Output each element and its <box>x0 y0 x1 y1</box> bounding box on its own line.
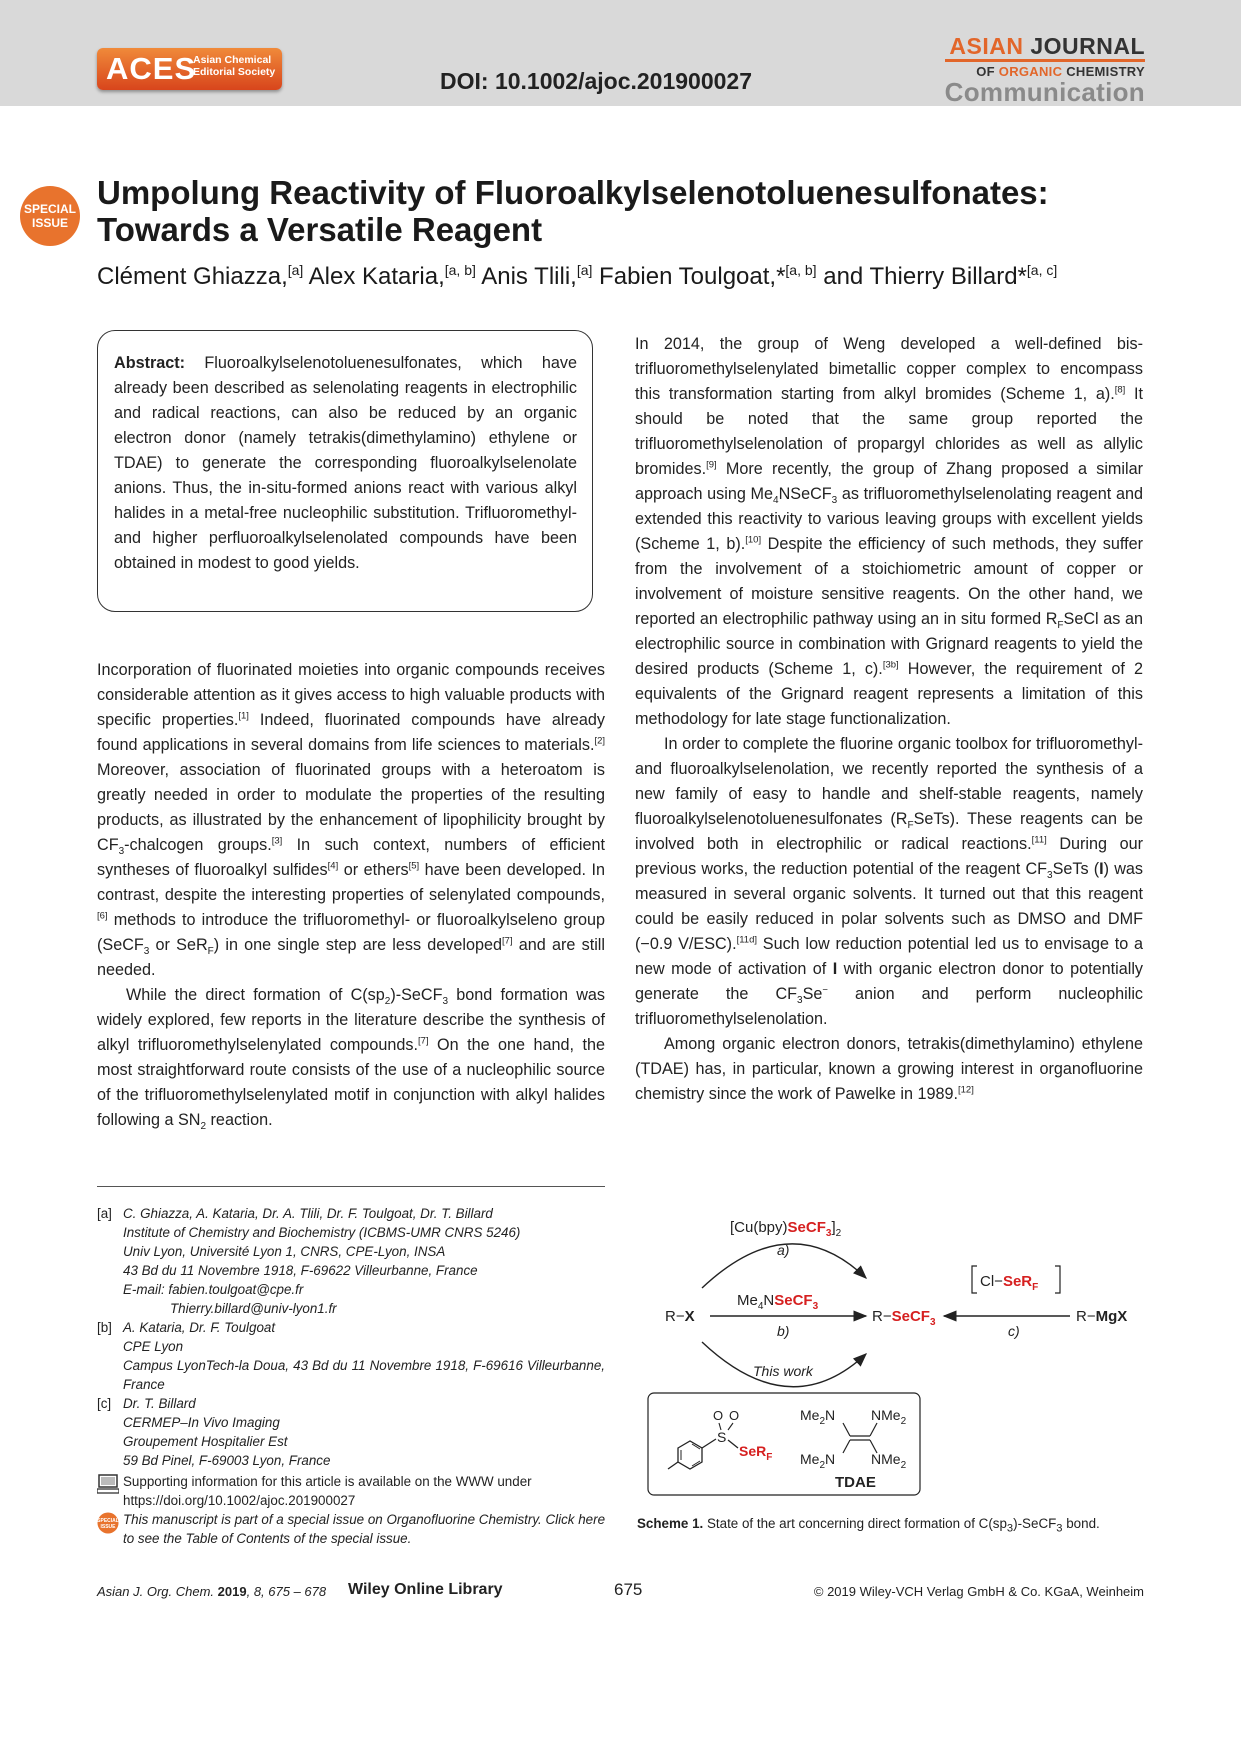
abstract-text: Fluoroalkylselenotoluenesulfonates, which have already been described as selenolating reagents in electrophilic and radical reactions, can also be reduced by an organic electron donor (namely tetrakis(dimethylamino) ethylene or TDAE) to generate the corresponding fluoroalkylselenolate anions. Thus, the in-situ-formed anions react with various alkyl halides in a metal-free nucleophilic substitution. Trifluoromethyl- and higher perfluoroalkylselenolated compounds have been obtained in modest to good yields. <box>114 354 577 572</box>
special-issue-badge[interactable]: SPECIAL ISSUE <box>20 186 80 246</box>
affiliation-a: [a] C. Ghiazza, A. Kataria, Dr. A. Tlili, Dr. F. Toulgoat, Dr. T. Billard Institute of Chemistry and Biochemistry (ICBMS-UMR CNRS 5246) Univ Lyon, Université Lyon 1, CNRS, CPE-Lyon, INSA 43 Bd du 11 Novembre 1918, F-69622 Villeurbanne, France E-mail: fabien.toulgoat@cpe.fr Thierry.billard@univ-lyon1.fr <box>97 1204 605 1318</box>
scheme-1-figure <box>640 1210 1140 1500</box>
svg-text:NMe2: NMe$_2$ <box>871 1451 907 1471</box>
label-c: c) <box>1008 1323 1020 1339</box>
paragraph: In order to complete the fluorine organic toolbox for trifluoromethyl- and fluoroalkylselenolation, we recently reported the synthesis of a new family of easy to handle and shelf-stable reagents, namely fluoroalkylselenotoluenesulfonates $(R_FSeTs)$. These reagents can be involved both in electrophilic or radical reactions.[11] During our previous works, the reduction potential of the reagent $CF_3SeTs$ (I) was measured in several organic solvents. It turned out that this reagent could be easily reduced in polar solvents such as DMSO and DMF (−0.9 V/ESC).[11d] Such low reduction potential led us to envisage to a new mode of activation of I with organic electron donor to potentially generate the $CF_3Se^-$ anion and perform nucleophilic trifluoromethylselenolation. <box>635 735 1144 1028</box>
affiliation-b: [b] A. Kataria, Dr. F. Toulgoat CPE Lyon Campus LyonTech-la Doua, 43 Bd du 11 Novembre 1918, F-69616 Villeurbanne, France <box>97 1320 605 1392</box>
reagent-c: Cl−SeR$_F$ <box>980 1273 1039 1293</box>
substrate-rx: R−X <box>665 1308 695 1325</box>
aces-logo-word: ACES <box>106 51 197 86</box>
abstract-label: Abstract: <box>114 354 186 372</box>
article-type: Communication <box>944 77 1145 107</box>
paragraph: Among organic electron donors, tetrakis(dimethylamino) ethylene (TDAE) has, in particular, known a growing interest in organofluorine chemistry since the work of Pawelke in 1989.[12] <box>635 1035 1143 1103</box>
serf-group: SeR$_F$ <box>739 1443 773 1463</box>
copyright: © 2019 Wiley-VCH Verlag GmbH & Co. KGaA, Weinheim <box>813 1584 1144 1599</box>
svg-text:O: O <box>729 1408 740 1423</box>
aces-logo-subtitle: Asian Chemical Editorial Society <box>193 54 276 78</box>
aces-logo[interactable] <box>97 48 282 90</box>
special-issue-note[interactable]: SPECIAL ISSUE This manuscript is part of a special issue on Organofluorine Chemistry. Click here to see the Table of Contents of the special issue. <box>97 1512 606 1546</box>
reagent-b: $Me_4NSeCF_3$ <box>737 1292 819 1312</box>
paragraph: Incorporation of fluorinated moieties into organic compounds receives considerable attention as it gives access to high valuable products with specific properties.[1] Indeed, fluorinated compounds have already found applications in several domains from life sciences to materials.[2] Moreover, association of fluorinated groups with a heteroatom is greatly needed in order to modulate the properties of the resulting products, as illustrated by the enhancement of lipophilicity brought by $CF_3$-chalcogen groups.[3] In such context, numbers of efficient syntheses of fluoroalkyl sulfides[4] or ethers[5] have been developed. In contrast, despite the interesting properties of selenylated compounds,[6] methods to introduce the trifluoromethyl- or fluoroalkylseleno group (SeCF$_3$ or SeR$_F$) in one single step are less developed[7] and are still needed. <box>97 661 605 979</box>
special-issue-icon <box>97 1512 119 1539</box>
wiley-online-library-logo[interactable]: Wiley Online Library <box>348 1581 503 1598</box>
tdae-label: TDAE <box>835 1474 876 1491</box>
paragraph: In 2014, the group of Weng developed a well-defined bis-trifluoromethylselenylated bimetallic copper complex to encompass this transformation starting from alkyl bromides (Scheme 1, a).[8] It should be noted that the same group reported the trifluoromethylselenolation of propargyl chlorides as well as allylic bromides.[9] More recently, the group of Zhang proposed a similar approach using $Me_4NSeCF_3$ as trifluoromethylselenolating reagent and extended this reactivity to various leaving groups with excellent yields (Scheme 1, b).[10] Despite the efficiency of such methods, they suffer from the involvement of a stoichiometric amount of copper or involvement of moisture sensitive reagents. On the other hand, we reported an electrophilic pathway using an in situ formed $R_FSeCl$ as an electrophilic source in combination with Grignard reagents to yield the desired products (Scheme 1, c).[3b] However, the requirement of 2 equivalents of the Grignard reagent represents a limitation of this methodology for late stage functionalization. <box>635 335 1144 728</box>
grignard-reagent: R−MgX <box>1076 1308 1128 1325</box>
computer-icon <box>97 1474 119 1499</box>
label-b: b) <box>777 1323 790 1339</box>
email-link[interactable]: Thierry.billard@univ-lyon1.fr <box>170 1301 337 1316</box>
affiliations <box>97 1204 605 1548</box>
reagent-a: $[Cu(bpy)SeCF_3]_2$ <box>730 1219 842 1239</box>
label-a: a) <box>777 1242 790 1258</box>
supporting-info-note[interactable]: Supporting information for this article is available on the WWW under https://doi.org/10.1002/ajoc.201900027 <box>97 1472 605 1510</box>
svg-text:SPECIAL: SPECIAL <box>97 1518 119 1524</box>
svg-text:ISSUE: ISSUE <box>100 1524 116 1530</box>
footer-citation: Asian J. Org. Chem. 2019, 8, 675 – 678 <box>97 1584 327 1599</box>
author-list: Clément Ghiazza,[a] Alex Kataria,[a, b] Anis Tlili,[a] Fabien Toulgoat,*[a, b] and Thierry Billard*[a, c] <box>97 262 1058 290</box>
article-title: Umpolung Reactivity of Fluoroalkylselenotoluenesulfonates: Towards a Versatile Reagent <box>97 174 1049 248</box>
svg-text:NMe2: NMe$_2$ <box>871 1407 907 1427</box>
footnote-rule <box>97 1186 605 1187</box>
doi[interactable]: DOI: 10.1002/ajoc.201900027 <box>440 68 753 94</box>
affiliation-c: [c] Dr. T. Billard CERMEP–In Vivo Imaging Groupement Hospitalier Est 59 Bd Pinel, F-69003 Lyon, France <box>97 1396 331 1468</box>
svg-text:Me2N: $Me_2N$ <box>800 1451 836 1471</box>
email-link[interactable]: E-mail: fabien.toulgoat@cpe.fr <box>123 1282 304 1297</box>
scheme-caption: Scheme 1. State of the art concerning direct formation of $C(sp_3)-SeCF_3$ bond. <box>637 1516 1100 1535</box>
right-column-body <box>635 332 1143 1107</box>
page-number: 675 <box>614 1580 643 1599</box>
product-rsecf3: R−SeCF$_3$ <box>872 1308 936 1328</box>
svg-text:O: O <box>713 1408 724 1423</box>
paragraph: While the direct formation of $C(sp_2)-SeCF_3$ bond formation was widely explored, few reports in the literature describe the synthesis of alkyl trifluoromethylselenylated compounds.[7] On the one hand, the most straightforward route consists of the use of a nucleophilic source of the trifluoromethylselenylated motif in conjunction with alkyl halides following a $SN_2$ reaction. <box>97 986 605 1133</box>
svg-text:Me2N: $Me_2N$ <box>800 1407 836 1427</box>
left-column-body <box>97 658 605 1133</box>
journal-logo: ASIAN JOURNAL OF ORGANIC CHEMISTRY Communication <box>944 33 1145 107</box>
abstract-box <box>97 330 593 612</box>
svg-text:S: S <box>717 1429 727 1445</box>
this-work-label: This work <box>753 1363 813 1379</box>
